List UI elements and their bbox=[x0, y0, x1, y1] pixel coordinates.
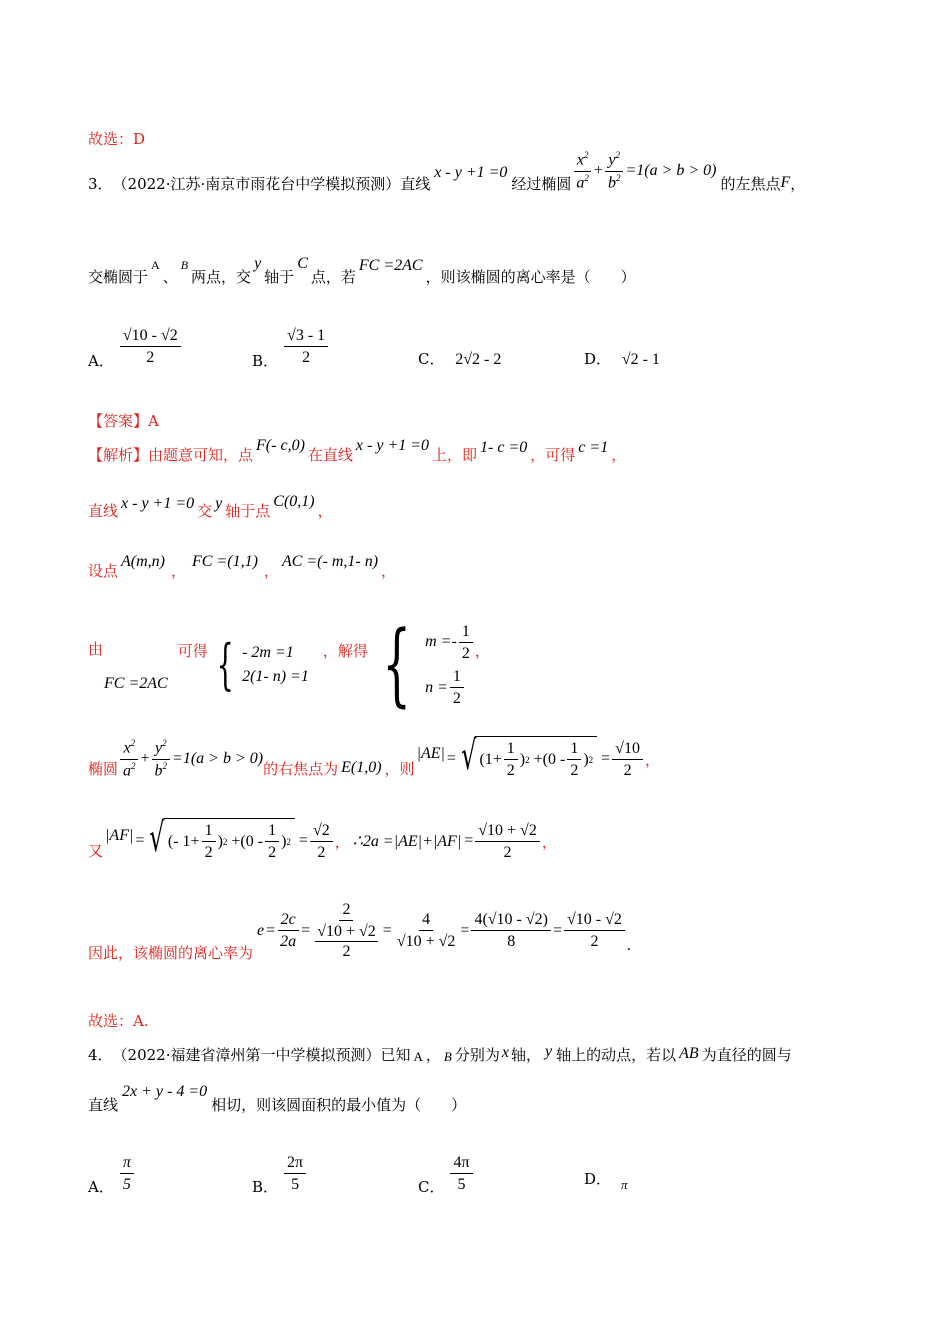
AE-value: $\frac{√10}{2}$ bbox=[612, 739, 643, 780]
q3-text-2: 经过椭圆 bbox=[511, 174, 572, 193]
analysis-line-2 bbox=[88, 493, 333, 521]
AF-abs: |AF| bbox=[105, 827, 134, 845]
q4-line-equation: 2x + y - 4 =0 bbox=[122, 1083, 208, 1100]
q3-point-A: A bbox=[151, 258, 160, 272]
analysis-text: 直线 bbox=[88, 502, 119, 520]
system-brace: { bbox=[216, 633, 234, 696]
analysis-text: 在直线 bbox=[307, 446, 353, 464]
equation-2: 2(1- n) =1 bbox=[242, 668, 309, 685]
q4-option-b[interactable] bbox=[252, 1150, 308, 1197]
q4-option-a[interactable] bbox=[88, 1150, 136, 1197]
AF-value: $\frac{√2}{2}$ bbox=[310, 821, 333, 862]
analysis-label: 【解析】 bbox=[88, 446, 149, 464]
y-axis: y bbox=[215, 495, 223, 512]
AE-abs: |AE| bbox=[416, 745, 445, 763]
solution-m: m =- bbox=[425, 633, 457, 651]
q4-line-2 bbox=[88, 1083, 467, 1115]
analysis-text: 因此，该椭圆的离心率为 bbox=[88, 944, 254, 962]
line-equation: x - y +1 =0 bbox=[355, 437, 430, 454]
vector-FC: FC =(1,1) bbox=[192, 553, 258, 570]
q4-y-axis: y bbox=[545, 1043, 553, 1060]
q4-point-A: A bbox=[413, 1049, 423, 1064]
q4-text: 轴， bbox=[511, 1046, 542, 1064]
analysis-text: 又 bbox=[88, 841, 104, 860]
q3-text-7: 点，若 bbox=[310, 268, 356, 286]
ellipse-x-term: $\frac{x^2}{a^2}$ bbox=[573, 150, 592, 192]
q3-comma: ， bbox=[790, 174, 806, 193]
analysis-text: 设点 bbox=[88, 562, 119, 580]
analysis-text: 轴于点 bbox=[225, 502, 271, 520]
q4-line-1 bbox=[88, 1044, 792, 1065]
q3-option-a[interactable] bbox=[88, 322, 183, 371]
q3-option-d[interactable] bbox=[584, 348, 660, 369]
q3-sep: 、 bbox=[162, 268, 178, 286]
q4-text: 轴上的动点，若以 bbox=[556, 1046, 677, 1064]
analysis-line-7: 因此，该椭圆的离心率为 e = $\frac{2c}{2a}$ = 2 √10 + √2 2 = $\frac{4}{√10 + √2}$ = $\frac{4(√10 - √2)}{8}$ = $\frac{√10 - √2}{2}$ . bbox=[88, 900, 631, 962]
right-focus: E(1,0) bbox=[341, 759, 382, 777]
final-answer: 故选：A. bbox=[88, 1012, 149, 1030]
analysis-text: 上，即 bbox=[432, 446, 478, 464]
solution-system: m =- $\frac{1}{2}$ n = $\frac{1}{2}$ bbox=[425, 622, 475, 709]
q3-condition: FC =2AC bbox=[358, 257, 423, 274]
q3-text-8: ，则该椭圆的离心率是（ ） bbox=[425, 268, 636, 286]
point-C: C(0,1) bbox=[273, 493, 315, 510]
analysis-text: ， bbox=[611, 446, 627, 464]
prev-conclusion: 故选：D bbox=[88, 130, 146, 148]
q3-option-b[interactable] bbox=[252, 322, 330, 371]
q4-option-c[interactable] bbox=[418, 1150, 475, 1197]
c-value: c =1 bbox=[578, 439, 609, 456]
q4-text: ， bbox=[425, 1046, 441, 1064]
c-equation: 1- c =0 bbox=[480, 439, 528, 456]
e-step-3: $\frac{4}{√10 + √2}$ bbox=[396, 910, 456, 950]
analysis-text: 的右焦点为 bbox=[263, 759, 339, 778]
answer-label: 【答案】A bbox=[88, 412, 159, 430]
q4-number: 4． bbox=[88, 1046, 113, 1064]
q4-x-axis: x bbox=[501, 1044, 509, 1061]
option-label: B． bbox=[252, 352, 279, 370]
equation-system bbox=[242, 644, 309, 686]
e-step-2: 2 √10 + √2 2 bbox=[317, 900, 376, 961]
analysis-text: ， bbox=[474, 641, 490, 660]
analysis-line-3: 设点 A(m,n) ， FC =(1,1) ， AC =(- m,1- n) ， bbox=[88, 553, 397, 580]
option-label: A． bbox=[88, 352, 114, 370]
q3-number: 3． bbox=[88, 174, 113, 193]
q3-source: （2022·江苏·南京市雨花台中学模拟预测） bbox=[112, 174, 401, 193]
analysis-text: 由 bbox=[88, 639, 104, 658]
option-a-value: $\frac{√10 - √2}{2}$ bbox=[120, 326, 181, 367]
analysis-line-1 bbox=[88, 437, 627, 465]
option-c-value: $\frac{4\pi}{5}$ bbox=[450, 1153, 472, 1194]
q4-text: 为直径的圆与 bbox=[701, 1046, 792, 1064]
line-equation: x - y +1 =0 bbox=[121, 495, 195, 512]
q3-y-axis: y bbox=[254, 255, 262, 272]
option-label: C． bbox=[418, 350, 445, 368]
q4-text: 分别为 bbox=[454, 1046, 500, 1064]
q3-text-5: 两点，交 bbox=[191, 268, 252, 286]
AF-sqrt: √ (- 1+ $\frac{1}{2}$ ) 2 +(0 - $\frac{1}{2}$ ) 2 bbox=[144, 818, 295, 864]
q3-focus-F: F bbox=[780, 174, 791, 192]
option-b-value: $\frac{√3 - 1}{2}$ bbox=[284, 326, 328, 367]
q3-text-3: 的左焦点 bbox=[720, 174, 781, 193]
sum-value: $\frac{√10 + √2}{2}$ bbox=[475, 821, 540, 862]
option-d-value: π bbox=[621, 1177, 628, 1192]
q4-text: 直线 bbox=[88, 1096, 119, 1114]
option-label: B． bbox=[252, 1178, 279, 1196]
q3-option-c[interactable] bbox=[418, 348, 501, 369]
q3-text-4: 交椭圆于 bbox=[88, 268, 149, 286]
point-A: A(m,n) bbox=[121, 553, 165, 570]
q4-point-B: B bbox=[443, 1049, 452, 1064]
option-label: D． bbox=[584, 1170, 612, 1188]
q4-option-d[interactable] bbox=[584, 1168, 628, 1192]
vector-condition: FC =2AC bbox=[104, 674, 168, 692]
option-c-value: 2√2 - 2 bbox=[455, 351, 502, 368]
q3-line-equation: x - y +1 =0 bbox=[434, 164, 508, 182]
q4-source: （2022·福建省漳州第一中学模拟预测） bbox=[112, 1046, 381, 1064]
q3-line-2 bbox=[88, 255, 636, 287]
q3-point-C: C bbox=[297, 255, 308, 272]
q3-text-6: 轴于 bbox=[264, 268, 295, 286]
ellipse-y-term: $\frac{y^2}{b^2}$ bbox=[605, 150, 624, 192]
analysis-text: ，则 bbox=[384, 759, 415, 778]
option-label: D． bbox=[584, 350, 612, 368]
e-result: $\frac{√10 - √2}{2}$ bbox=[564, 910, 625, 951]
analysis-text: ， bbox=[317, 502, 333, 520]
analysis-line-4 bbox=[88, 612, 490, 717]
q3-text-1: 直线 bbox=[400, 174, 431, 193]
analysis-line-6: 又 |AF| = √ (- 1+ $\frac{1}{2}$ ) 2 +(0 - $\frac{1}{2}$ ) 2 = $\frac{√2}{2}$ ， ∴2a =|AE|+|AF| = $\frac{√10 + √2}{2}$ ， bbox=[88, 818, 557, 864]
option-d-value: √2 - 1 bbox=[621, 351, 660, 368]
q4-segment-AB: AB bbox=[679, 1045, 699, 1062]
option-label: C． bbox=[418, 1178, 445, 1196]
option-a-value: $\frac{\pi}{5}$ bbox=[120, 1153, 134, 1194]
option-b-value: $\frac{2\pi}{5}$ bbox=[284, 1153, 306, 1194]
analysis-text: ，解得 bbox=[322, 641, 368, 660]
sum-equation: ∴2a =|AE|+|AF| bbox=[352, 833, 462, 851]
eccentricity-symbol: e bbox=[257, 921, 265, 939]
analysis-text: 由题意可知，点 bbox=[148, 446, 254, 464]
option-label: A． bbox=[88, 1178, 114, 1196]
q4-text: 已知 bbox=[380, 1046, 411, 1064]
equation-1: - 2m =1 bbox=[242, 644, 294, 661]
analysis-text: ，可得 bbox=[530, 446, 576, 464]
analysis-line-5: 椭圆 $\frac{x^2}{a^2}$ + $\frac{y^2}{b^2}$ =1(a > b > 0) 的右焦点为 E(1,0) ，则 |AE| = √ (1+ $\frac{1}{2}$ ) 2 +(0 - $\frac{1}{2}$ ) 2 = $\frac{√10}{2}$ ， bbox=[88, 736, 660, 782]
focus-point: F(- c,0) bbox=[256, 437, 305, 454]
solution-n: n = bbox=[425, 678, 448, 696]
q3-line-1: 3． （2022·江苏·南京市雨花台中学模拟预测） 直线 x - y +1 =0 经过椭圆 $\frac{x^2}{a^2}$ + $\frac{y^2}{b^2}$ =1(a > b > 0) 的左焦点 F ， bbox=[88, 150, 806, 193]
q4-text: 相切，则该圆面积的最小值为（ ） bbox=[211, 1096, 467, 1114]
AE-sqrt: √ (1+ $\frac{1}{2}$ ) 2 +(0 - $\frac{1}{2}$ ) 2 bbox=[456, 736, 597, 782]
solution-brace: { bbox=[382, 612, 411, 717]
ellipse-condition: =1(a > b > 0) bbox=[625, 162, 717, 180]
analysis-text: 交 bbox=[197, 502, 213, 520]
analysis-text: 椭圆 bbox=[88, 759, 119, 778]
analysis-text: 可得 bbox=[177, 641, 208, 660]
vector-AC: AC =(- m,1- n) bbox=[281, 553, 379, 570]
e-step-4: $\frac{4(√10 - √2)}{8}$ bbox=[471, 910, 551, 951]
e-step-1: $\frac{2c}{2a}$ bbox=[277, 910, 299, 951]
q3-point-B: B bbox=[180, 258, 189, 272]
